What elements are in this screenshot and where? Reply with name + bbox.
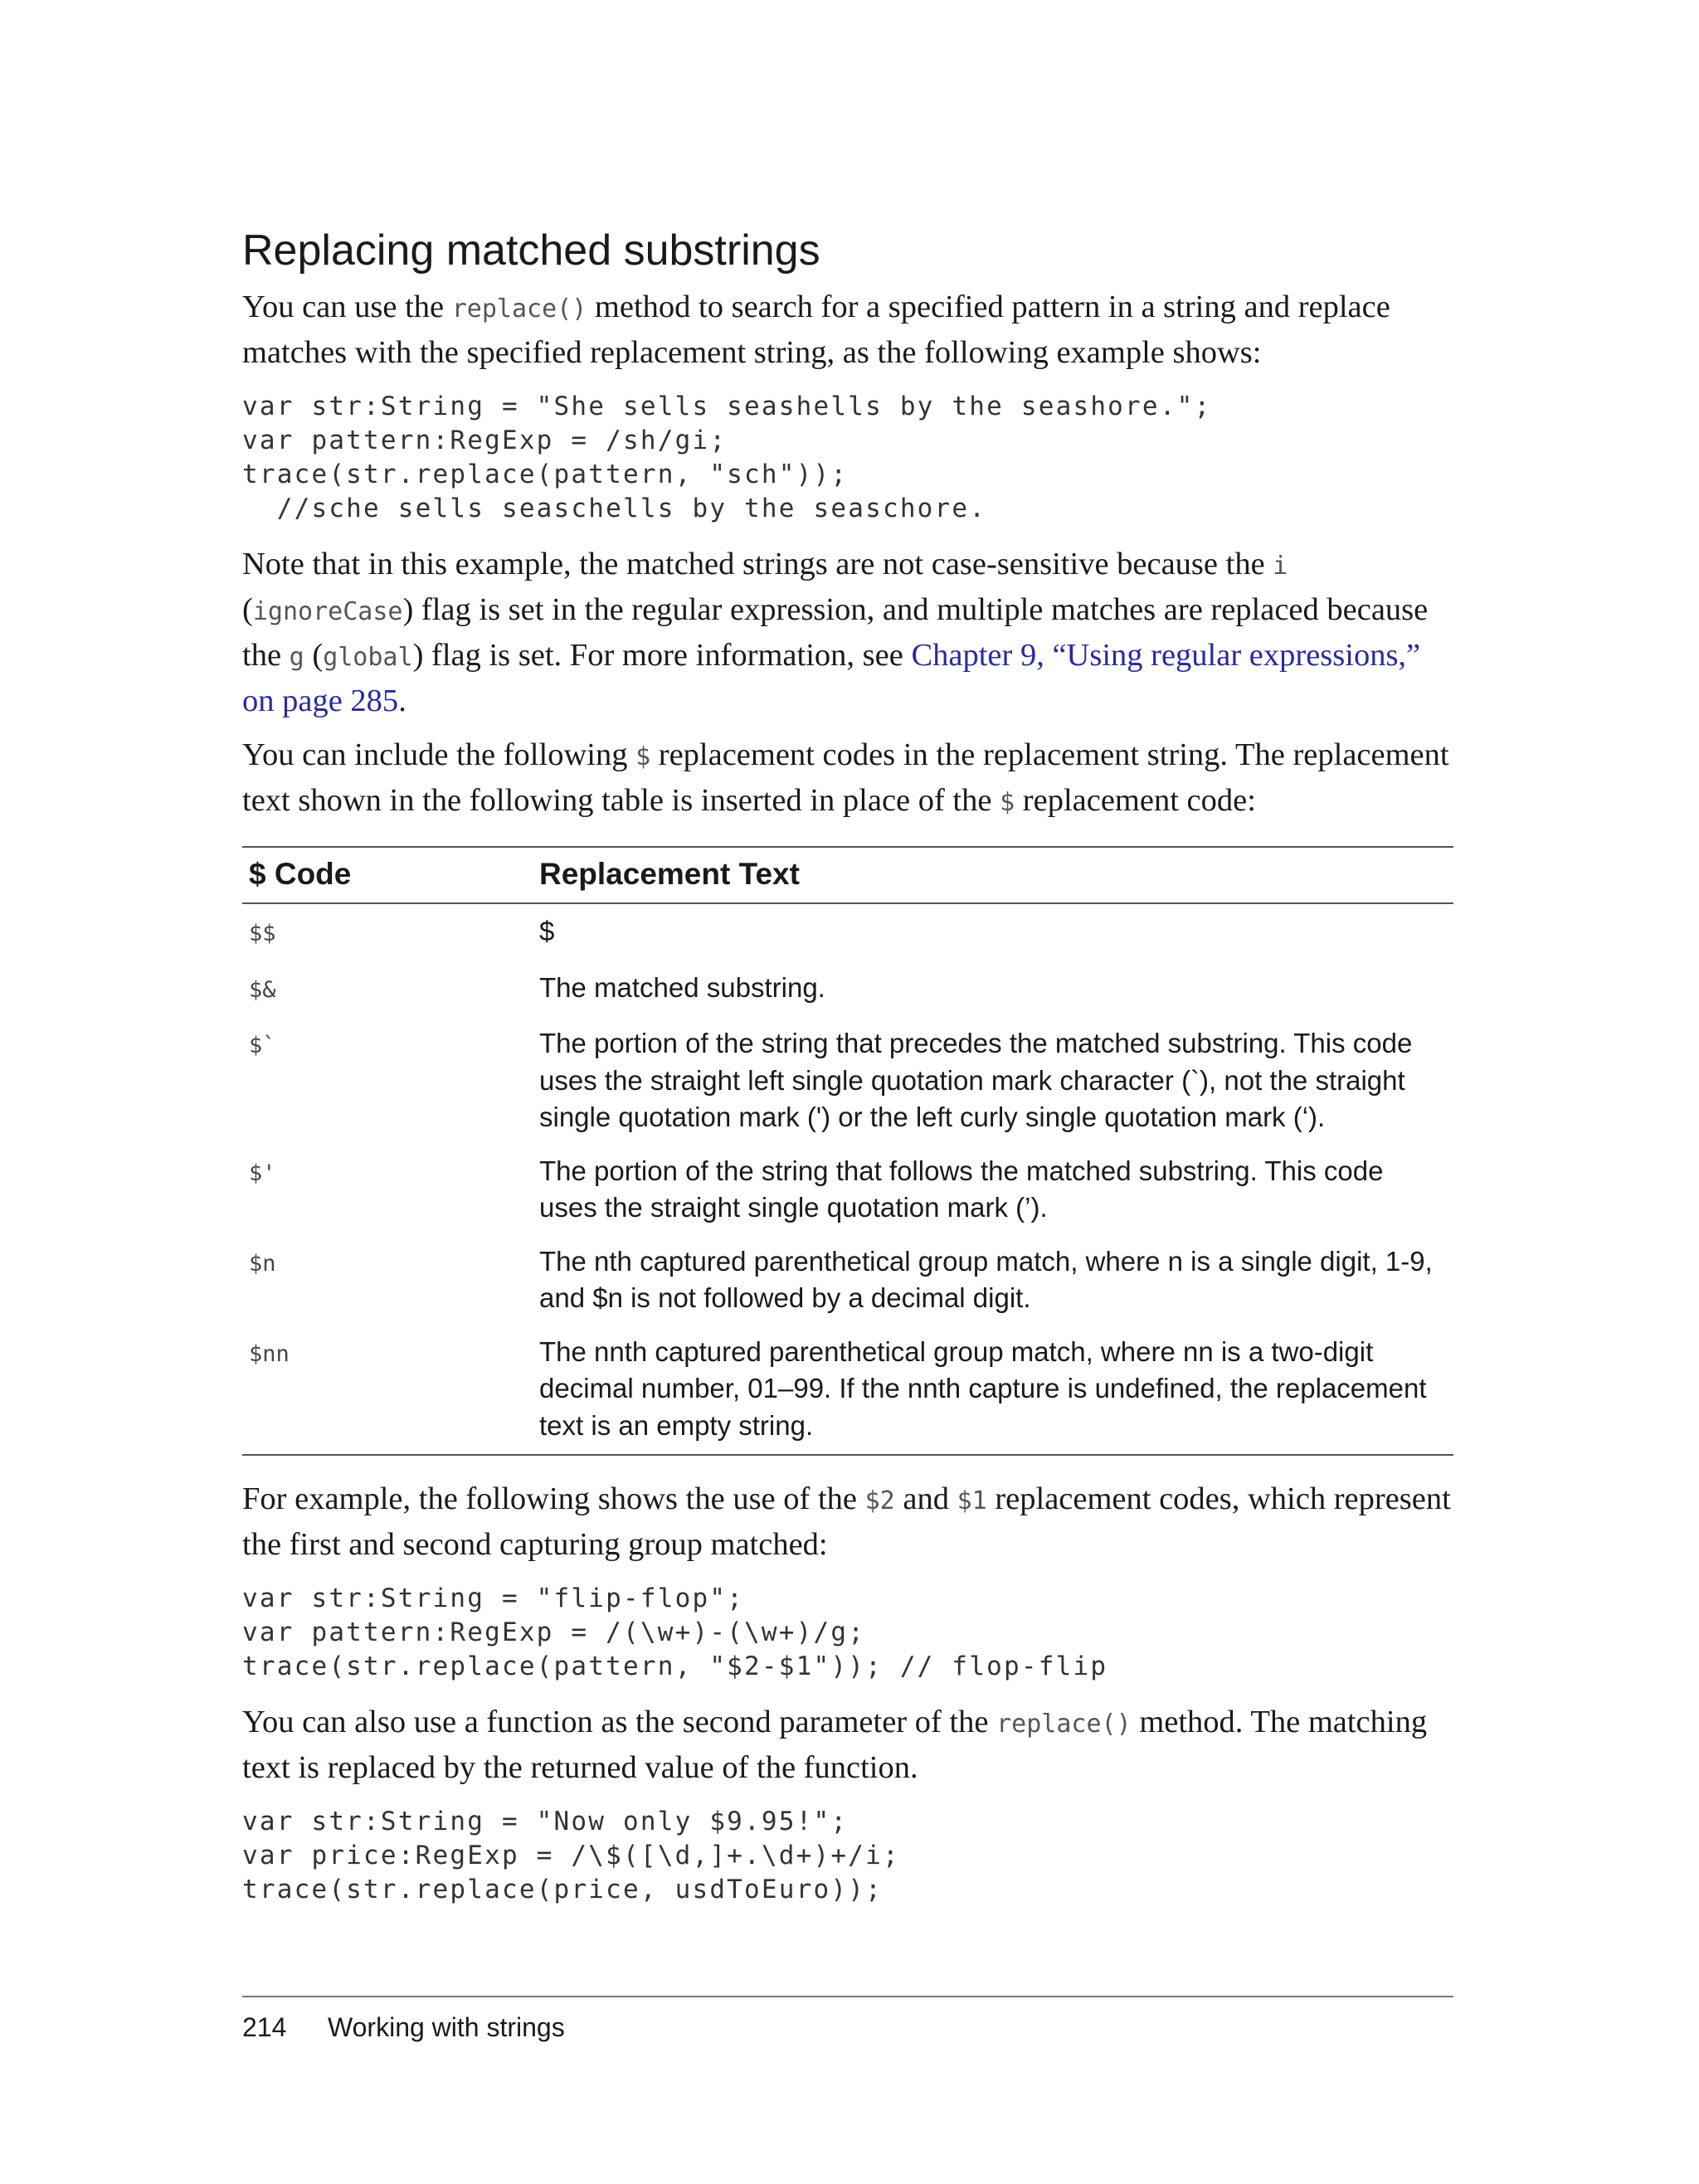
code-block-3 — [242, 1805, 1453, 1907]
text-cell: The portion of the string that follows the matched substring. This code uses the straight single quotation mark (’). — [539, 1155, 1384, 1223]
table-row — [242, 1234, 1453, 1325]
code-line: var str:String = "flip-flop"; — [242, 1583, 745, 1613]
code-block-1 — [242, 390, 1453, 526]
code-cell: $' — [249, 1160, 276, 1186]
text-cell: The portion of the string that precedes the matched substring. This code uses the straight left single quotation mark character (`), not the straight single quotation mark (') or the left curly single quotation mark (‘). — [539, 1028, 1413, 1132]
intro-paragraph: You can use the replace() method to search for a specified pattern in a string and replace matches with the specified replacement string, as the following example shows: — [242, 289, 1390, 370]
text-cell: The nth captured parenthetical group match, where n is a single digit, 1-9, and $n is not followed by a decimal digit. — [539, 1245, 1433, 1313]
page-footer — [242, 2009, 565, 2045]
replacement-codes-table — [242, 846, 1453, 1456]
code-line: var str:String = "Now only $9.95!"; — [242, 1807, 849, 1836]
inline-code: replace() — [451, 294, 587, 323]
table-header-row — [242, 847, 1453, 903]
note-paragraph: Note that in this example, the matched strings are not case-sensitive because the i (ignoreCase) flag is set in the regular expression, and multiple matches are replaced because the g (global) flag is set. For more information, see Chapter 9, “Using regular expressions,” on page 285. — [242, 547, 1429, 718]
chapter-link[interactable]: Chapter 9, “Using regular expressions,” on page 285 — [242, 638, 1421, 718]
code-line: var price:RegExp = /\$([\d,]+.\d+)+/i; — [242, 1841, 900, 1870]
text-cell: The nnth captured parenthetical group match, where nn is a two-digit decimal number, 01–99. If the nnth capture is undefined, the replacement text is an empty string. — [533, 1325, 1453, 1456]
code-block-2 — [242, 1582, 1453, 1684]
function-paragraph: You can also use a function as the second parameter of the replace() method. The matching text is replaced by the returned value of the function. — [242, 1705, 1428, 1785]
code-cell: $n — [249, 1250, 276, 1277]
code-line: trace(str.replace(price, usdToEuro)); — [242, 1875, 883, 1904]
section-heading: Replacing matched substrings — [242, 226, 820, 275]
code-line: var str:String = "She sells seashells by the seashore."; — [242, 392, 1212, 421]
code-line: trace(str.replace(pattern, "sch")); — [242, 460, 849, 489]
code-cell: $$ — [249, 921, 276, 946]
code-line: var pattern:RegExp = /sh/gi; — [242, 426, 728, 455]
page-number: 214 — [242, 2012, 287, 2042]
page-content — [242, 224, 1453, 1924]
text-cell: $ — [539, 916, 555, 946]
example-paragraph: For example, the following shows the use of the $2 and $1 replacement codes, which represent the first and second capturing group matched: — [242, 1481, 1451, 1562]
table-row — [242, 1325, 1453, 1456]
include-paragraph: You can include the following $ replacement codes in the replacement string. The replacement text shown in the following table is inserted in place of the $ replacement code: — [242, 737, 1449, 818]
code-line: var pattern:RegExp = /(\w+)-(\w+)/g; — [242, 1617, 866, 1647]
header-code: $ Code — [242, 847, 533, 903]
footer-divider — [242, 1996, 1453, 1997]
table-row — [242, 1016, 1453, 1144]
table-row — [242, 903, 1453, 961]
table-row — [242, 1144, 1453, 1234]
code-line: //sche sells seaschells by the seaschore. — [242, 494, 987, 523]
code-cell: $` — [249, 1033, 276, 1058]
code-line: trace(str.replace(pattern, "$2-$1")); // flop-flip — [242, 1651, 1108, 1681]
footer-section-title: Working with strings — [328, 2012, 565, 2042]
code-cell: $nn — [249, 1340, 290, 1367]
table-row — [242, 961, 1453, 1017]
text-cell: The matched substring. — [539, 971, 825, 1003]
code-cell: $& — [249, 976, 276, 1003]
header-text: Replacement Text — [533, 847, 1453, 903]
